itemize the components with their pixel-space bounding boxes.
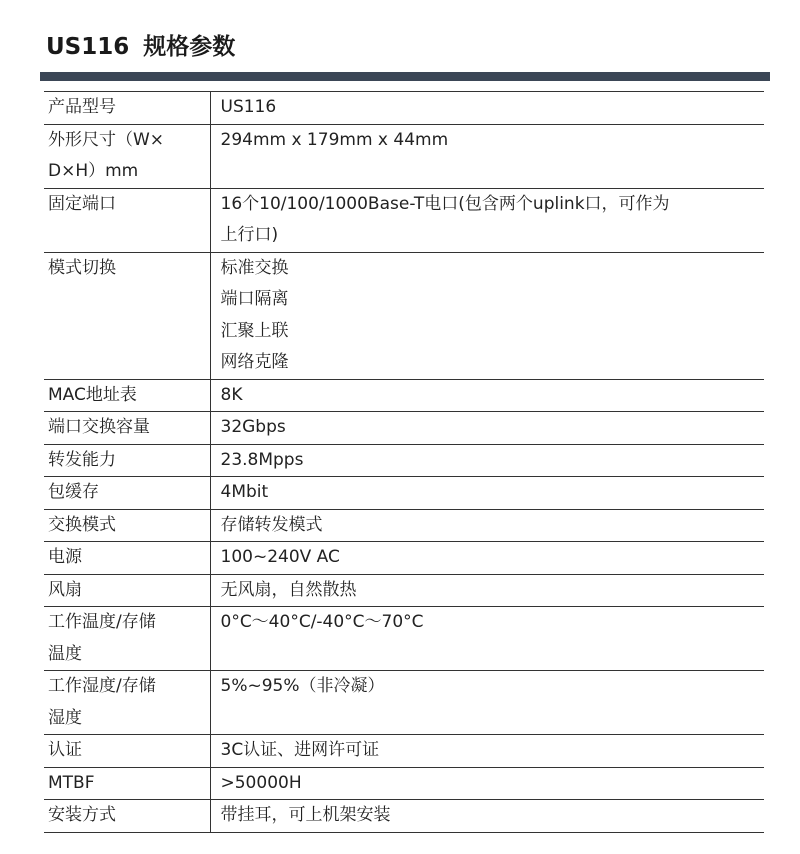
spec-row	[44, 252, 764, 379]
spec-value	[210, 735, 764, 768]
spec-label	[44, 124, 210, 188]
spec-value-line: 上行口)	[220, 225, 279, 245]
model-name: US116	[46, 34, 130, 60]
spec-label-line: 产品型号	[48, 97, 116, 117]
spec-value	[210, 671, 764, 735]
spec-label-line: 认证	[48, 740, 82, 760]
spec-value-line: 4Mbit	[220, 482, 269, 502]
spec-label-line: D×H）mm	[48, 161, 139, 181]
spec-value-line: 8K	[220, 384, 243, 405]
spec-row	[44, 800, 764, 833]
spec-value-line: 端口隔离	[220, 289, 289, 309]
spec-value	[210, 379, 764, 412]
spec-value-line: 汇聚上联	[220, 320, 289, 341]
spec-label	[44, 477, 210, 510]
spec-label	[44, 574, 210, 607]
spec-value	[210, 92, 764, 125]
spec-label-line: 固定端口	[48, 193, 116, 214]
spec-label-line: 安装方式	[48, 805, 116, 825]
spec-label-line: MTBF	[48, 772, 95, 793]
spec-value	[210, 412, 764, 445]
spec-value	[210, 767, 764, 800]
spec-value-line: 标准交换	[220, 257, 289, 278]
spec-label	[44, 188, 210, 252]
spec-value-line: 0°C～40°C/-40°C～70°C	[220, 612, 424, 632]
spec-label-line: 交换模式	[48, 514, 116, 535]
spec-value-line: US116	[220, 97, 277, 117]
spec-value-line: 无风扇，自然散热	[220, 579, 357, 600]
spec-row	[44, 542, 764, 575]
spec-label	[44, 542, 210, 575]
header-divider	[40, 72, 770, 81]
spec-label	[44, 735, 210, 768]
spec-label	[44, 800, 210, 833]
spec-label-line: 转发能力	[48, 449, 116, 470]
spec-row	[44, 671, 764, 735]
spec-label	[44, 252, 210, 379]
spec-value	[210, 509, 764, 542]
spec-row	[44, 574, 764, 607]
spec-label	[44, 607, 210, 671]
spec-label	[44, 412, 210, 445]
spec-value	[210, 607, 764, 671]
spec-row	[44, 379, 764, 412]
spec-row	[44, 92, 764, 125]
spec-value-line: 16个10/100/1000Base-T电口(包含两个uplink口，可作为	[220, 193, 670, 214]
spec-value	[210, 252, 764, 379]
spec-row	[44, 607, 764, 671]
spec-label-line: 包缓存	[48, 482, 99, 502]
spec-value-line: 存储转发模式	[220, 514, 323, 535]
spec-label-line: 湿度	[48, 707, 82, 728]
spec-value-line: 32Gbps	[220, 417, 286, 437]
spec-row	[44, 188, 764, 252]
spec-label-line: 工作温度/存储	[48, 612, 156, 632]
spec-label-line: 端口交换容量	[48, 417, 150, 437]
spec-row	[44, 124, 764, 188]
title-text: 规格参数	[143, 34, 236, 60]
spec-value-line: >50000H	[220, 772, 302, 793]
spec-value	[210, 477, 764, 510]
spec-label	[44, 767, 210, 800]
spec-row	[44, 444, 764, 477]
spec-value-line: 100~240V AC	[220, 547, 340, 567]
spec-row	[44, 509, 764, 542]
spec-value	[210, 444, 764, 477]
spec-label-line: 外形尺寸（W×	[48, 129, 165, 150]
spec-table	[44, 91, 764, 833]
page-title	[46, 28, 235, 61]
spec-value-line: 5%~95%（非冷凝）	[220, 676, 385, 696]
spec-table-body	[44, 92, 764, 833]
spec-row	[44, 412, 764, 445]
spec-label-line: 工作湿度/存储	[48, 676, 156, 696]
spec-label	[44, 509, 210, 542]
spec-value-line: 23.8Mpps	[220, 449, 304, 470]
spec-value	[210, 800, 764, 833]
spec-value-line: 带挂耳，可上机架安装	[220, 805, 391, 825]
spec-label-line: 电源	[48, 547, 82, 567]
spec-row	[44, 735, 764, 768]
spec-value-line: 3C认证、进网许可证	[220, 740, 380, 760]
spec-label	[44, 671, 210, 735]
spec-row	[44, 477, 764, 510]
spec-label-line: 温度	[48, 643, 82, 664]
spec-value-line: 网络克隆	[220, 352, 289, 372]
spec-label-line: MAC地址表	[48, 384, 137, 405]
spec-label	[44, 92, 210, 125]
spec-value-line: 294mm x 179mm x 44mm	[220, 129, 449, 150]
spec-label	[44, 444, 210, 477]
spec-row	[44, 767, 764, 800]
spec-value	[210, 574, 764, 607]
spec-label	[44, 379, 210, 412]
spec-value	[210, 188, 764, 252]
spec-label-line: 风扇	[48, 579, 82, 600]
spec-label-line: 模式切换	[48, 257, 116, 278]
spec-value	[210, 542, 764, 575]
spec-value	[210, 124, 764, 188]
